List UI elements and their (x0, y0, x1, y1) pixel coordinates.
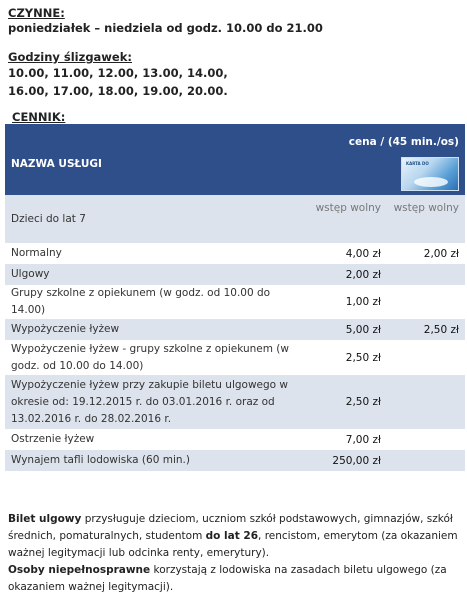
service-price-reduced (387, 450, 465, 471)
service-price-reduced: wstęp wolny (393, 202, 459, 214)
notes (8, 511, 460, 596)
service-name: Ostrzenie łyżew (11, 433, 95, 445)
pricelist-title: CENNIK: (12, 110, 66, 124)
service-price-reduced: 2,00 zł (423, 247, 459, 260)
service-price: 1,00 zł (345, 296, 381, 308)
service-price-reduced (387, 375, 465, 429)
service-name: Ulgowy (11, 268, 50, 280)
notes-age-bold: do lat 26 (205, 530, 259, 542)
slide-hours-title: Godziny ślizgawek: (8, 50, 132, 64)
service-name: Normalny (11, 247, 62, 259)
ice-rink-logo-icon: KARTA DO (401, 157, 459, 191)
service-price: 5,00 zł (345, 323, 381, 336)
service-price: 4,00 zł (345, 247, 381, 260)
service-name: Wypożyczenie łyżew (11, 323, 120, 335)
header-price-label: cena / (45 min./os) (348, 136, 459, 148)
table-row (5, 340, 465, 375)
notes-disabled-bold: Osoby niepełnosprawne (8, 564, 151, 576)
header-price (305, 124, 465, 195)
service-price: 2,50 zł (345, 396, 381, 408)
service-price: 2,50 zł (345, 351, 381, 364)
slide-hours-line-2: 16.00, 17.00, 18.00, 19.00, 20.00. (8, 84, 228, 98)
service-name: Dzieci do lat 7 (11, 212, 86, 225)
service-name: Wypożyczenie łyżew przy zakupie biletu ulgowego w okresie od: 19.12.2015 r. do 03.01.2016 r. oraz od 13.02.2016 r. do 28.02.2016 r. (11, 378, 289, 425)
service-price-reduced (387, 429, 465, 450)
notes-paragraph-discount (8, 511, 460, 562)
service-price-reduced (387, 285, 465, 319)
table-row (5, 450, 465, 471)
table-row (5, 319, 465, 340)
service-name: Wynajem tafli lodowiska (60 min.) (11, 454, 190, 466)
service-price-reduced (387, 264, 465, 285)
price-table (5, 124, 465, 471)
opening-hours-text: poniedziałek – niedziela od godz. 10.00 do 21.00 (8, 21, 323, 35)
table-row (5, 285, 465, 319)
service-name: Wypożyczenie łyżew - grupy szkolne z opiekunem (w godz. od 10.00 do 14.00) (11, 342, 289, 372)
service-price-reduced: 2,50 zł (423, 323, 459, 336)
table-row (5, 195, 465, 243)
service-price: 250,00 zł (332, 454, 381, 467)
notes-discount-bold: Bilet ulgowy (8, 513, 82, 525)
service-name: Grupy szkolne z opiekunem (w godz. od 10.00 do 14.00) (11, 287, 271, 316)
table-row (5, 264, 465, 285)
table-row (5, 375, 465, 429)
table-row (5, 429, 465, 450)
notes-discount-text-2: , rencistom, emerytom (za okazaniem ważnej legitymacji lub odcinka renty, emerytury). (8, 530, 458, 559)
table-row (5, 243, 465, 264)
notes-paragraph-disabled (8, 562, 460, 596)
price-table-header (5, 124, 465, 195)
notes-discount-text: przysługuje dzieciom, uczniom szkół podstawowych, gimnazjów, szkół średnich, pomaturalnych, studentom (8, 513, 453, 542)
service-price: 2,00 zł (345, 268, 381, 281)
service-price: 7,00 zł (345, 433, 381, 446)
service-price-reduced (387, 340, 465, 375)
slide-hours-line-1: 10.00, 11.00, 12.00, 13.00, 14.00, (8, 66, 228, 80)
notes-disabled-text: korzystają z lodowiska na zasadach biletu ulgowego (za okazaniem ważnej legitymacji). (8, 564, 447, 593)
opening-hours-title: CZYNNE: (8, 6, 65, 20)
header-service-name: NAZWA USŁUGI (11, 157, 102, 170)
service-price: wstęp wolny (315, 202, 381, 214)
